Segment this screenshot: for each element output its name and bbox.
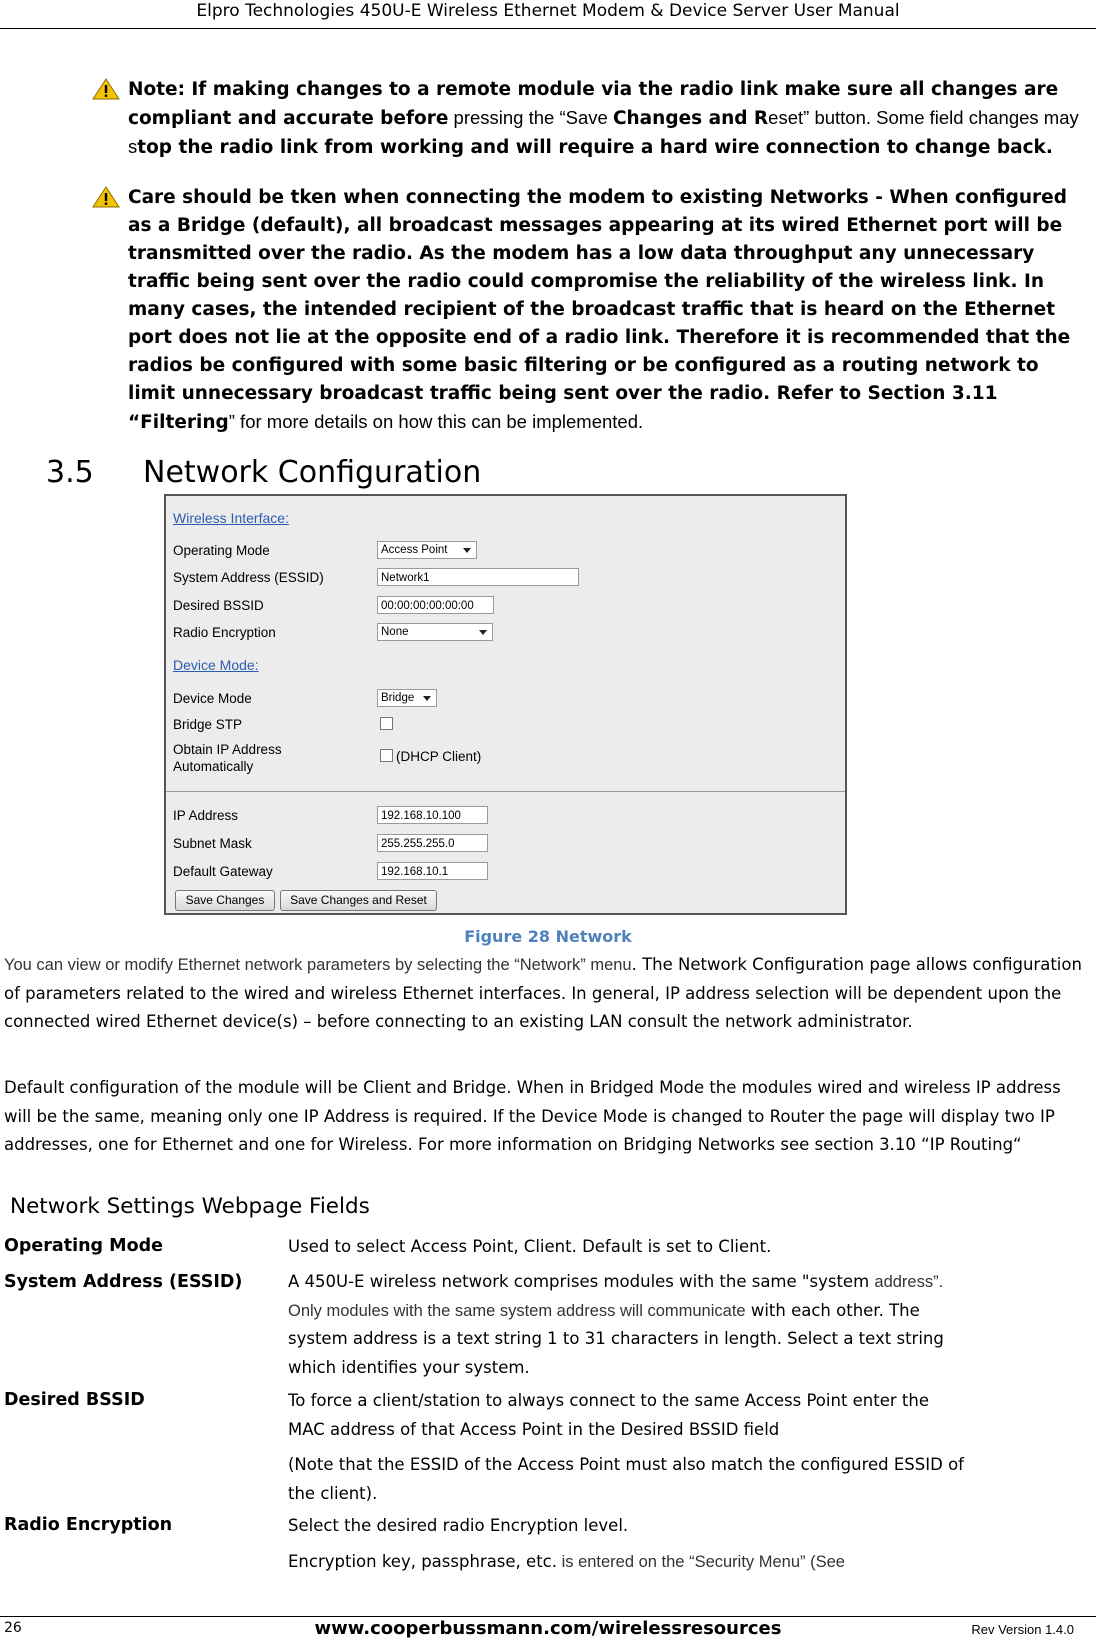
wireless-interface-link[interactable]: Wireless Interface: [173, 510, 289, 526]
chevron-down-icon [479, 630, 487, 635]
panel-divider [166, 791, 845, 792]
field-name-operating-mode: Operating Mode [4, 1236, 163, 1256]
footer-rule [0, 1616, 1096, 1617]
chevron-down-icon [423, 696, 431, 701]
section-number: 3.5 [46, 455, 94, 490]
default-gateway-label: Default Gateway [173, 864, 273, 879]
subnet-mask-label: Subnet Mask [173, 836, 252, 851]
note-2-plain: ” for more details on how this can be implemented. [228, 411, 644, 432]
fields-section-title: Network Settings Webpage Fields [10, 1194, 370, 1219]
device-mode-link[interactable]: Device Mode: [173, 657, 259, 673]
field-desc-operating-mode: Used to select Access Point, Client. Default is set to Client. [288, 1237, 772, 1256]
save-changes-button[interactable]: Save Changes [175, 890, 275, 911]
footer-url[interactable]: www.cooperbussmann.com/wirelessresources [314, 1618, 782, 1639]
chevron-down-icon [463, 548, 471, 553]
figure-caption: Figure 28 Network [464, 927, 632, 946]
note-2-bold: Care should be tken when connecting the modem to existing Networks - When configured as a Bridge (default), all broadcast messages appearing at its wired Ethernet port will be transmitted over the radio. As the modem has a low data throughput any unnecessary traffic being sent over the radio could compromise the reliability of the wireless link. In many cases, the intended recipient of the broadcast traffic that is heard on the Ethernet port does not lie at the opposite end of a radio link. Therefore it is recommended that the radios be configured with some basic filtering or be configured as a routing network to limit unnecessary broadcast traffic being sent over the radio. Refer to Section 3.11 “Filtering [128, 187, 1071, 433]
dhcp-checkbox[interactable] [380, 749, 393, 762]
obtain-ip-label [173, 741, 282, 775]
paragraph-network-intro [4, 951, 1092, 1037]
essid-input[interactable]: Network1 [377, 568, 579, 586]
field-desc-essid-lib: address”. Only modules with the same system address will communicate [288, 1273, 944, 1320]
encryption-label: Radio Encryption [173, 625, 276, 640]
default-gateway-input[interactable]: 192.168.10.1 [377, 862, 488, 880]
bridge-stp-checkbox[interactable] [380, 717, 393, 730]
operating-mode-select[interactable] [377, 541, 477, 559]
essid-label: System Address (ESSID) [173, 570, 324, 585]
encryption-value: None [381, 626, 409, 638]
section-title: Network Configuration [143, 455, 482, 490]
network-config-screenshot [164, 494, 847, 915]
paragraph-1-lead: You can view or modify Ethernet network parameters by selecting the “Network” menu [4, 956, 632, 974]
operating-mode-label: Operating Mode [173, 543, 270, 558]
note-1-plain-b: eset” button. Some field changes may s [128, 107, 1079, 157]
page-number: 26 [4, 1620, 22, 1636]
subnet-mask-input[interactable]: 255.255.255.0 [377, 834, 488, 852]
field-desc-radio-encryption-2 [288, 1548, 968, 1577]
warning-icon [92, 186, 120, 208]
note-existing-networks [92, 184, 1090, 437]
warning-icon [92, 78, 120, 100]
dhcp-label: (DHCP Client) [396, 749, 482, 764]
field-desc-encryption-a: Encryption key, passphrase, etc. [288, 1552, 557, 1571]
field-desc-bssid: To force a client/station to always connect to the same Access Point enter the MAC address of that Access Point in the Desired BSSID field [288, 1391, 929, 1439]
field-desc-essid-a: A 450U-E wireless network comprises modules with the same "system [288, 1272, 875, 1291]
field-desc-essid-b: with each other. The system address is a text string 1 to 31 characters in length. Select a text string which identifies your system. [288, 1300, 944, 1377]
ip-address-label: IP Address [173, 808, 239, 823]
device-mode-value: Bridge [381, 692, 415, 704]
page-header [0, 0, 1096, 29]
note-compliance [92, 76, 1090, 162]
note-1-bold-a: Note: If making changes to a remote module via the radio link make sure all changes are compliant and accurate before [128, 79, 1059, 129]
field-name-bssid: Desired BSSID [4, 1390, 145, 1410]
encryption-select[interactable] [377, 623, 493, 641]
bssid-input[interactable]: 00:00:00:00:00:00 [377, 596, 494, 614]
operating-mode-value: Access Point [381, 544, 448, 556]
paragraph-1-body: . The Network Configuration page allows configuration of parameters related to the wired and wireless Ethernet interfaces. In general, IP address selection will be dependent upon the connected wired Ethernet device(s) – before connecting to an existing LAN consult the network administrator. [4, 955, 1082, 1031]
field-desc-essid [288, 1268, 968, 1382]
note-1-bold-b: Changes and R [612, 108, 769, 129]
header-title: Elpro Technologies 450U-E Wireless Ethernet Modem & Device Server User Manual [196, 1, 900, 21]
bssid-label: Desired BSSID [173, 598, 264, 613]
note-1-bold-c: top the radio link from working and will require a hard wire connection to change back. [137, 137, 1053, 158]
save-changes-and-reset-button[interactable]: Save Changes and Reset [280, 890, 437, 911]
revision-version: Rev Version 1.4.0 [971, 1622, 1074, 1637]
obtain-ip-label-line-1: Obtain IP Address [173, 742, 282, 757]
field-name-essid: System Address (ESSID) [4, 1272, 243, 1292]
device-mode-label: Device Mode [173, 691, 252, 706]
paragraph-default-config: Default configuration of the module will be Client and Bridge. When in Bridged Mode the modules wired and wireless IP address will be the same, meaning only one IP Address is required. If the Device Mode is changed to Router the page will display two IP addresses, one for Ethernet and one for Wireless. For more information on Bridging Networks see section 3.10 “IP Routing“ [4, 1078, 1061, 1154]
bridge-stp-label: Bridge STP [173, 717, 243, 732]
obtain-ip-label-line-2: Automatically [173, 759, 254, 774]
field-desc-radio-encryption: Select the desired radio Encryption level. [288, 1516, 629, 1535]
field-desc-encryption-lib: is entered on the “Security Menu” (See [556, 1553, 845, 1571]
field-desc-bssid-note: (Note that the ESSID of the Access Point must also match the configured ESSID of the client). [288, 1455, 964, 1503]
ip-address-input[interactable]: 192.168.10.100 [377, 806, 488, 824]
device-mode-select[interactable] [377, 689, 437, 707]
field-name-radio-encryption: Radio Encryption [4, 1515, 173, 1535]
note-1-plain-a: pressing the “Save [448, 107, 613, 128]
